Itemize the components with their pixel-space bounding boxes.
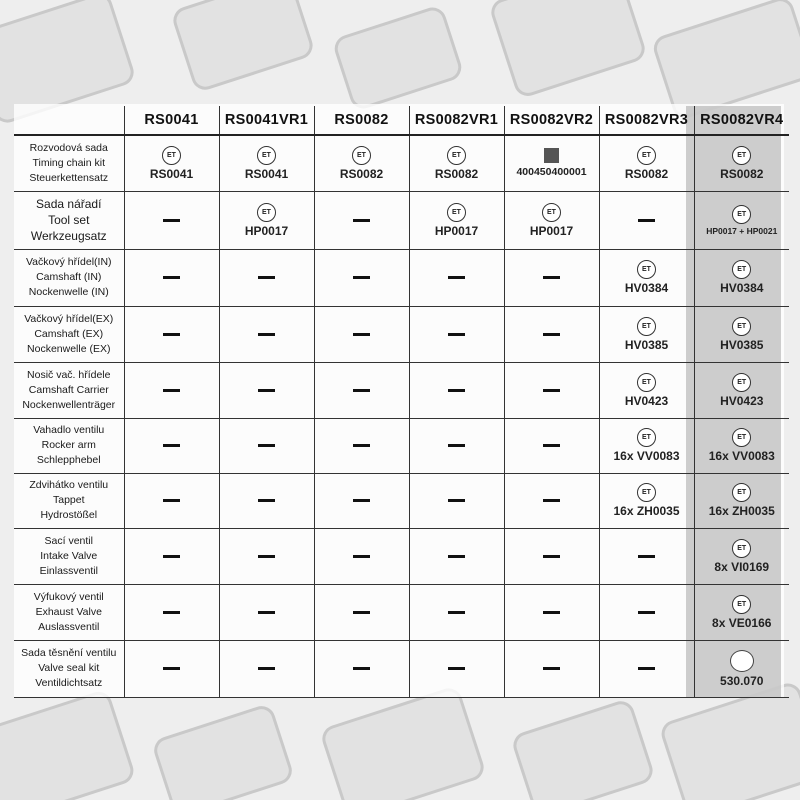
table-cell <box>124 306 219 362</box>
row-label-line: Intake Valve <box>40 549 98 562</box>
table-cell <box>504 135 599 191</box>
row-label-line: Camshaft (EX) <box>34 327 104 340</box>
table-row <box>14 191 789 249</box>
row-label-line: Sací ventil <box>44 534 93 547</box>
bg-sticker <box>0 688 137 800</box>
oem-logo-icon <box>544 148 559 163</box>
table-cell <box>219 135 314 191</box>
part-number: HV0384 <box>720 281 764 295</box>
table-cell <box>124 473 219 528</box>
table-cell <box>124 362 219 418</box>
row-label-line: Sada těsnění ventilu <box>21 647 117 659</box>
row-label-line: Zdvihátko ventilu <box>29 479 109 491</box>
table-cell <box>694 584 789 640</box>
row-label-line: Steuerkettensatz <box>29 171 109 184</box>
not-available-dash <box>353 389 370 392</box>
not-available-dash <box>163 611 180 614</box>
et-logo-icon: ET <box>732 260 751 279</box>
row-label <box>14 135 124 191</box>
not-available-dash <box>353 555 370 558</box>
et-logo-icon: ET <box>732 317 751 336</box>
table-cell <box>219 528 314 584</box>
table-cell <box>219 640 314 697</box>
header-row <box>14 106 789 135</box>
table-cell <box>599 135 694 191</box>
part-entry <box>600 373 694 408</box>
not-available-dash <box>353 499 370 502</box>
row-label-line: Nockenwelle (EX) <box>27 342 111 355</box>
part-number: RS0041 <box>244 166 289 181</box>
not-available-dash <box>258 667 275 670</box>
not-available-dash <box>353 667 370 670</box>
table-cell <box>694 249 789 306</box>
table-cell <box>409 306 504 362</box>
et-logo-icon: ET <box>257 146 276 165</box>
table-cell <box>409 135 504 191</box>
table-cell <box>124 191 219 249</box>
row-label-line: Rozvodová sada <box>29 141 108 154</box>
table-cell <box>409 362 504 418</box>
row-label-line: Nockenwelle (IN) <box>28 286 109 298</box>
table-cell <box>504 418 599 473</box>
table-cell <box>314 473 409 528</box>
not-available-dash <box>448 555 465 558</box>
part-number: RS0041 <box>149 166 194 181</box>
part-entry <box>220 203 314 238</box>
table-cell <box>219 191 314 249</box>
not-available-dash <box>258 611 275 614</box>
table-cell <box>694 418 789 473</box>
table-cell <box>504 362 599 418</box>
part-entry <box>410 203 504 238</box>
part-entry <box>315 146 409 181</box>
et-logo-icon: ET <box>162 146 181 165</box>
part-number: HP0017 <box>434 223 479 238</box>
header-corner <box>14 106 124 135</box>
part-entry <box>695 428 790 463</box>
bg-sticker <box>170 0 316 93</box>
row-label <box>14 640 124 697</box>
not-available-dash <box>543 389 560 392</box>
row-label-line: Camshaft (IN) <box>36 271 102 283</box>
table-cell <box>409 249 504 306</box>
part-number: 16x VV0083 <box>613 449 680 463</box>
row-label <box>14 306 124 362</box>
part-entry <box>600 146 694 181</box>
table-cell <box>694 362 789 418</box>
part-entry <box>600 428 694 463</box>
part-number: HP0017 <box>529 223 574 238</box>
et-logo-icon: ET <box>637 428 656 447</box>
table-cell <box>599 528 694 584</box>
not-available-dash <box>448 499 465 502</box>
row-label <box>14 473 124 528</box>
not-available-dash <box>448 667 465 670</box>
table-cell <box>504 306 599 362</box>
part-number: 16x ZH0035 <box>613 504 680 518</box>
et-logo-icon: ET <box>732 373 751 392</box>
table-row <box>14 640 789 697</box>
row-label <box>14 584 124 640</box>
et-logo-icon: ET <box>637 146 656 165</box>
part-number: HV0423 <box>720 393 764 408</box>
column-header: RS0041 <box>124 106 219 135</box>
part-number: HP0017 + HP0021 <box>706 225 778 236</box>
part-number: 8x VE0166 <box>712 615 772 630</box>
table-cell <box>694 135 789 191</box>
table-cell <box>409 473 504 528</box>
row-label-line: Auslassventil <box>38 620 100 633</box>
row-label-line: Camshaft Carrier <box>28 383 109 396</box>
not-available-dash <box>448 611 465 614</box>
table-cell <box>694 191 789 249</box>
row-label-line: Timing chain kit <box>32 156 106 169</box>
table-cell <box>219 362 314 418</box>
part-number: 16x ZH0035 <box>708 504 775 518</box>
column-header: RS0082VR2 <box>504 106 599 135</box>
table-cell <box>409 191 504 249</box>
not-available-dash <box>353 333 370 336</box>
table-row <box>14 473 789 528</box>
row-label-line: Exhaust Valve <box>35 605 102 618</box>
table-cell <box>124 135 219 191</box>
table-cell <box>694 306 789 362</box>
table-cell <box>694 473 789 528</box>
table-cell <box>599 473 694 528</box>
bg-sticker <box>331 4 465 112</box>
row-label-line: Nockenwellenträger <box>22 398 116 411</box>
et-logo-icon: ET <box>447 146 466 165</box>
table-cell <box>504 640 599 697</box>
part-number: 530.070 <box>720 673 764 688</box>
table-cell <box>124 584 219 640</box>
column-header: RS0082VR4 <box>694 106 789 135</box>
table-cell <box>314 584 409 640</box>
table-cell <box>599 306 694 362</box>
part-entry <box>695 539 790 574</box>
et-logo-icon: ET <box>257 203 276 222</box>
part-number: HV0385 <box>720 337 764 352</box>
row-label-line: Výfukový ventil <box>33 590 104 603</box>
not-available-dash <box>448 444 465 447</box>
et-logo-icon: ET <box>637 260 656 279</box>
not-available-dash <box>543 276 560 279</box>
table-cell <box>314 640 409 697</box>
not-available-dash <box>543 555 560 558</box>
table-cell <box>124 528 219 584</box>
not-available-dash <box>163 555 180 558</box>
row-label <box>14 249 124 306</box>
part-number: HP0017 <box>244 223 289 238</box>
et-logo-icon: ET <box>542 203 561 222</box>
not-available-dash <box>638 555 655 558</box>
table-cell <box>599 640 694 697</box>
not-available-dash <box>638 219 655 222</box>
et-logo-icon: ET <box>732 428 751 447</box>
et-logo-icon: ET <box>732 595 751 614</box>
table-cell <box>599 362 694 418</box>
table-row <box>14 418 789 473</box>
not-available-dash <box>448 389 465 392</box>
part-entry <box>695 483 790 518</box>
part-number: RS0082 <box>434 166 479 181</box>
part-entry <box>695 317 790 352</box>
table-cell <box>694 528 789 584</box>
not-available-dash <box>258 444 275 447</box>
bg-sticker <box>319 685 488 800</box>
not-available-dash <box>353 611 370 614</box>
et-logo-icon: ET <box>637 317 656 336</box>
part-entry <box>695 595 790 630</box>
table-cell <box>314 249 409 306</box>
part-entry <box>600 317 694 352</box>
not-available-dash <box>163 219 180 222</box>
not-available-dash <box>543 444 560 447</box>
bg-sticker <box>151 703 296 800</box>
et-logo-icon: ET <box>732 205 751 224</box>
table-cell <box>599 249 694 306</box>
table-cell <box>314 306 409 362</box>
not-available-dash <box>163 333 180 336</box>
table-cell <box>314 362 409 418</box>
not-available-dash <box>638 611 655 614</box>
column-header: RS0082VR1 <box>409 106 504 135</box>
part-entry <box>220 146 314 181</box>
not-available-dash <box>258 389 275 392</box>
not-available-dash <box>258 499 275 502</box>
table-cell <box>409 640 504 697</box>
table-cell <box>409 584 504 640</box>
part-number: HV0384 <box>624 281 669 295</box>
table-cell <box>504 249 599 306</box>
table-cell <box>504 528 599 584</box>
row-label-line: Schlepphebel <box>36 454 101 466</box>
row-label-line: Nosič vač. hřídele <box>27 368 111 381</box>
elring-logo-icon <box>730 650 754 672</box>
table-cell <box>504 584 599 640</box>
table-row <box>14 528 789 584</box>
part-entry <box>695 650 790 688</box>
row-label-line: Hydrostößel <box>40 509 98 521</box>
table-cell <box>314 528 409 584</box>
part-entry <box>600 483 694 518</box>
compatibility-table <box>14 106 789 698</box>
table-cell <box>219 473 314 528</box>
part-number: RS0082 <box>624 166 669 181</box>
table-row <box>14 306 789 362</box>
not-available-dash <box>353 219 370 222</box>
row-label <box>14 362 124 418</box>
not-available-dash <box>258 276 275 279</box>
row-label-line: Werkzeugsatz <box>30 229 107 243</box>
part-number: RS0082 <box>720 166 764 181</box>
row-label-line: Tappet <box>52 494 85 506</box>
table-cell <box>599 191 694 249</box>
not-available-dash <box>353 444 370 447</box>
table-cell <box>314 191 409 249</box>
not-available-dash <box>448 333 465 336</box>
row-label-line: Vačkový hřídel(IN) <box>25 256 112 268</box>
part-entry <box>505 148 599 178</box>
table-cell <box>314 135 409 191</box>
bg-sticker <box>488 0 649 100</box>
column-header: RS0041VR1 <box>219 106 314 135</box>
part-entry <box>410 146 504 181</box>
table-cell <box>219 249 314 306</box>
et-logo-icon: ET <box>732 146 751 165</box>
part-number: 8x VI0169 <box>714 559 770 574</box>
part-number: 16x VV0083 <box>708 449 775 463</box>
not-available-dash <box>543 667 560 670</box>
part-number: 400450400001 <box>516 166 587 179</box>
row-label-line: Sada nářadí <box>36 197 102 211</box>
not-available-dash <box>163 499 180 502</box>
not-available-dash <box>353 276 370 279</box>
table-cell <box>219 306 314 362</box>
table-cell <box>409 418 504 473</box>
part-entry <box>695 373 790 408</box>
row-label-line: Rocker arm <box>41 439 96 451</box>
row-label <box>14 191 124 249</box>
column-header: RS0082 <box>314 106 409 135</box>
table-cell <box>599 418 694 473</box>
table-row <box>14 135 789 191</box>
bg-sticker <box>510 698 656 800</box>
table-cell <box>124 640 219 697</box>
table-row <box>14 362 789 418</box>
row-label-line: Vačkový hřídel(EX) <box>24 312 114 325</box>
row-label-line: Valve seal kit <box>38 662 100 674</box>
row-label <box>14 528 124 584</box>
part-entry <box>695 260 790 295</box>
row-label-line: Vahadlo ventilu <box>33 424 105 436</box>
table-row <box>14 249 789 306</box>
not-available-dash <box>163 444 180 447</box>
part-entry <box>695 146 790 181</box>
not-available-dash <box>543 499 560 502</box>
column-header: RS0082VR3 <box>599 106 694 135</box>
part-number: HV0385 <box>624 337 669 352</box>
table-cell <box>504 191 599 249</box>
row-label-line: Tool set <box>48 213 90 227</box>
table-cell <box>219 584 314 640</box>
table-cell <box>599 584 694 640</box>
part-entry <box>125 146 219 181</box>
not-available-dash <box>448 276 465 279</box>
not-available-dash <box>163 667 180 670</box>
table-row <box>14 584 789 640</box>
part-entry <box>695 205 790 236</box>
table-cell <box>409 528 504 584</box>
part-entry <box>505 203 599 238</box>
not-available-dash <box>163 276 180 279</box>
table-cell <box>314 418 409 473</box>
et-logo-icon: ET <box>352 146 371 165</box>
not-available-dash <box>258 333 275 336</box>
not-available-dash <box>163 389 180 392</box>
table-cell <box>124 418 219 473</box>
table-cell <box>694 640 789 697</box>
not-available-dash <box>638 667 655 670</box>
row-label-line: Ventildichtsatz <box>35 677 103 689</box>
row-label <box>14 418 124 473</box>
table-cell <box>124 249 219 306</box>
not-available-dash <box>543 333 560 336</box>
et-logo-icon: ET <box>732 539 751 558</box>
part-number: HV0423 <box>624 393 669 408</box>
not-available-dash <box>543 611 560 614</box>
et-logo-icon: ET <box>732 483 751 502</box>
part-entry <box>600 260 694 295</box>
et-logo-icon: ET <box>447 203 466 222</box>
row-label-line: Einlassventil <box>39 564 98 577</box>
table-cell <box>219 418 314 473</box>
et-logo-icon: ET <box>637 373 656 392</box>
table-cell <box>504 473 599 528</box>
not-available-dash <box>258 555 275 558</box>
et-logo-icon: ET <box>637 483 656 502</box>
part-number: RS0082 <box>339 166 384 181</box>
